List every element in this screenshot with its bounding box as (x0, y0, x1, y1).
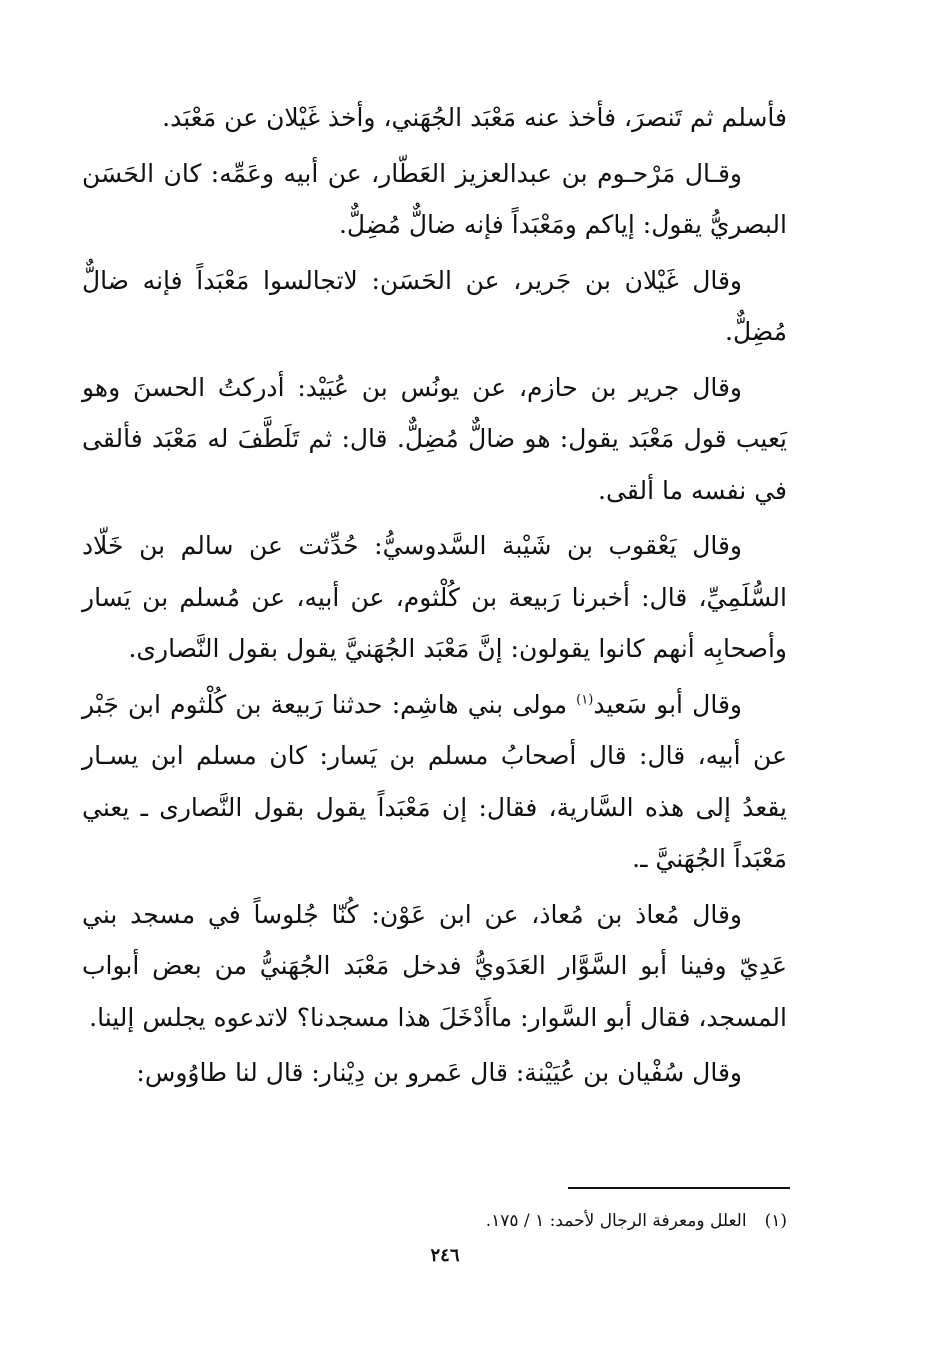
footnote-reference: (١) (576, 692, 594, 708)
paragraph-6 (82, 679, 787, 885)
footnote (486, 1208, 787, 1234)
paragraph-8: وقال سُفْيان بن عُيَيْنة: قال عَمرو بن دِيْنار: قال لنا طاوُوس: (136, 1058, 742, 1087)
footnote-separator (568, 1187, 790, 1189)
paragraph-6-rest: مولى بني هاشِم: حدثنا رَبيعة بن كُلْثوم ابن جَبْر عن أبيه، قال: قال أصحابُ مسلم بن يَسار: كان مسلم ابن يسـار يقعدُ إلى هذه السَّارية، فقال: إن مَعْبَداً يقول بقول النَّصارى ـ يعني مَعْبَداً الجُهَنيَّ ـ. (82, 689, 787, 873)
paragraph-3: وقال غَيْلان بن جَرير، عن الحَسَن: لاتجالسوا مَعْبَداً فإنه ضالٌّ مُضِلٌّ. (82, 265, 787, 346)
footnote-text: العلل ومعرفة الرجال لأحمد: ١ / ١٧٥. (485, 1211, 747, 1231)
paragraph-7: وقال مُعاذ بن مُعاذ، عن ابن عَوْن: كُنّا جُلوساً في مسجد بني عَدِيّ وفينا أبو السَّوَّار العَدَويُّ فدخل مَعْبَد الجُهَنيُّ من بعض أبواب المسجد، فقال أبو السَّوار: ماأَدْخَلَ هذا مسجدنا؟ لاتدعوه يجلس إلينا. (82, 899, 787, 1032)
paragraph-4: وقال جرير بن حازم، عن يونُس بن عُبَيْد: أدركتُ الحسنَ وهو يَعيب قول مَعْبَد يقول: هو ضالٌّ مُضِلٌّ. قال: ثم تَلَطَّفَ له مَعْبَد فألقى في نفسه ما ألقى. (82, 372, 787, 505)
main-text (82, 92, 787, 1103)
paragraph-5: وقال يَعْقوب بن شَيْبة السَّدوسيُّ: حُدِّثت عن سالم بن خَلّاد السُّلَمِيِّ، قال: أخبرنا رَبيعة بن كُلْثوم، عن أبيه، عن مُسلم بن يَسار وأصحابِه أنهم كانوا يقولون: إنَّ مَعْبَد الجُهَنيَّ يقول بقول النَّصارى. (82, 531, 787, 663)
page-number: ٢٤٦ (430, 1245, 460, 1266)
paragraph-1: فأسلم ثم تَنصرَ، فأخذ عنه مَعْبَد الجُهَني، وأخذ غَيْلان عن مَعْبَد. (162, 103, 787, 132)
paragraph-6-start: وقال أبو سَعيد (593, 689, 742, 719)
paragraph-2: وقـال مَرْحـوم بن عبدالعزيز العَطّار، عن أبيه وعَمِّه: كان الحَسَن البصريُّ يقول: إياكم ومَعْبَداً فإنه ضالٌّ مُضِلٌّ. (82, 158, 787, 239)
footnote-marker: (١) (764, 1211, 787, 1231)
